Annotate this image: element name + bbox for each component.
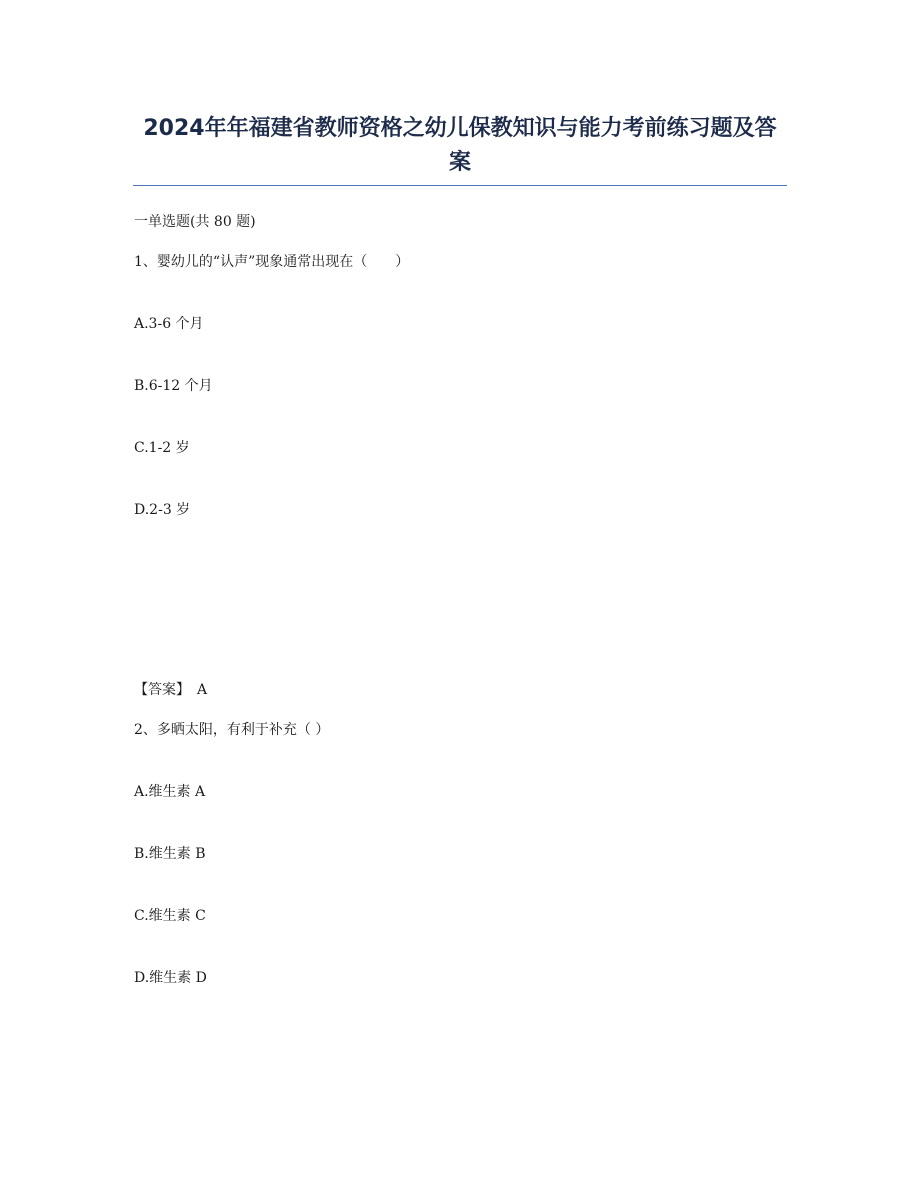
- question-2-option-a: A.维生素 A: [134, 784, 206, 800]
- question-2-option-d: D.维生素 D: [134, 970, 207, 986]
- question-1-option-b: B.6-12 个月: [134, 378, 213, 394]
- question-1-option-c: C.1-2 岁: [134, 440, 190, 456]
- question-2-option-c: C.维生素 C: [134, 908, 206, 924]
- question-2-option-b: B.维生素 B: [134, 846, 206, 862]
- question-2-stem: 2、多晒太阳，有利于补充（ ）: [134, 722, 330, 738]
- question-1-stem: 1、婴幼儿的“认声”现象通常出现在（ ）: [134, 254, 410, 270]
- question-1-option-a: A.3-6 个月: [134, 316, 204, 332]
- question-1-option-d: D.2-3 岁: [134, 502, 191, 518]
- question-1-answer: 【答案】 A: [134, 682, 208, 698]
- section-heading: 一单选题(共 80 题): [134, 214, 256, 230]
- document-title: 2024年年福建省教师资格之幼儿保教知识与能力考前练习题及答案: [143, 116, 777, 175]
- title-divider: [133, 185, 787, 186]
